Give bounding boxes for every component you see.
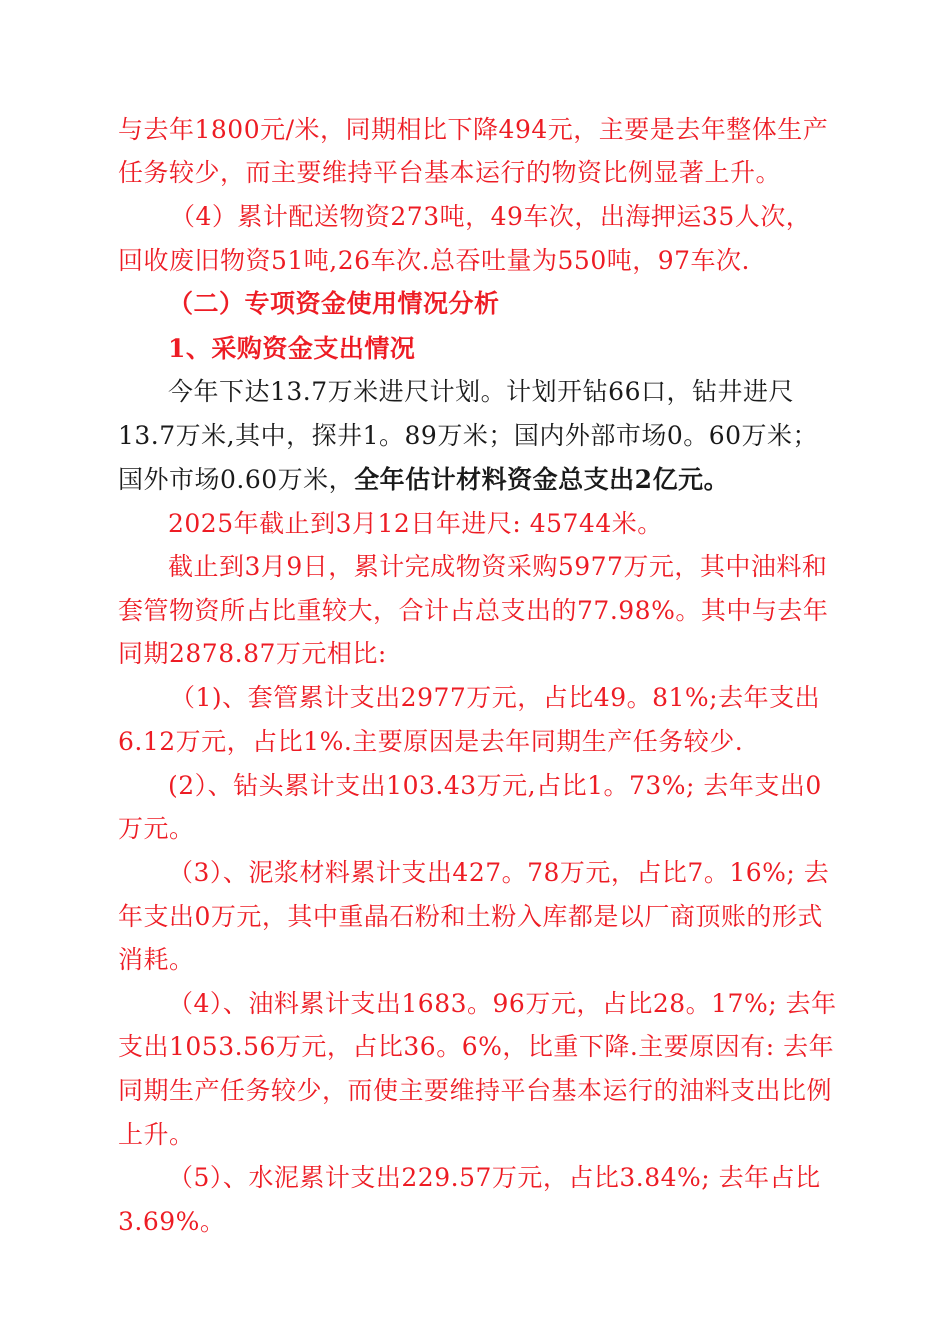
text-span: 同期2878.87万元相比:: [118, 639, 387, 668]
text-span: （1)、套管累计支出2977万元，占比49。81%;去年支出: [170, 683, 821, 712]
text-line: [168, 1162, 950, 1194]
text-span: 年支出0万元，其中重晶石粉和土粉入库都是以厂商顶账的形式: [118, 902, 823, 931]
text-line: [168, 857, 950, 889]
text-span: 回收废旧物资51吨,26车次.总吞吐量为550吨，97车次.: [118, 246, 750, 275]
text-span: （3）、泥浆材料累计支出427。78万元，占比7。16%; 去: [168, 858, 830, 887]
text-line: [118, 114, 950, 146]
text-span: 3.69%。: [118, 1207, 226, 1236]
subsection-heading-text: 1、采购资金支出情况: [168, 334, 416, 363]
section-heading: [168, 288, 950, 320]
text-line: [168, 988, 950, 1020]
text-line: [118, 1031, 950, 1063]
text-span: （4）累计配送物资273吨，49车次，出海押运35人次，: [170, 202, 812, 231]
text-line: [168, 551, 950, 583]
text-span: 13.7万米,其中，探井1。89万米；国内外部市场0。60万米；: [118, 421, 819, 450]
text-span: 6.12万元，占比1%.主要原因是去年同期生产任务较少.: [118, 727, 744, 756]
text-line: [118, 1075, 950, 1107]
text-span: (2）、钻头累计支出103.43万元,占比1。73%; 去年支出0: [168, 771, 822, 800]
text-span: 同期生产任务较少，而使主要维持平台基本运行的油料支出比例: [118, 1076, 833, 1105]
text-line: [118, 944, 950, 976]
text-span: 与去年1800元/米，同期相比下降494元，主要是去年整体生产: [118, 115, 829, 144]
text-line: [170, 201, 950, 233]
text-line: [118, 638, 950, 670]
text-line: [118, 901, 950, 933]
text-span: 截止到3月9日，累计完成物资采购5977万元，其中油料和: [168, 552, 828, 581]
text-span: 上升。: [118, 1120, 195, 1149]
text-line: [170, 682, 950, 714]
subsection-heading: [168, 333, 950, 365]
text-span: 套管物资所占比重较大，合计占总支出的77.98%。其中与去年: [118, 596, 829, 625]
text-span: 支出1053.56万元，占比36。6%，比重下降.主要原因有: 去年: [118, 1032, 835, 1061]
text-span: 今年下达13.7万米进尺计划。计划开钻66口，钻井进尺: [168, 377, 794, 406]
text-line: [118, 1206, 950, 1238]
text-span: 万元。: [118, 814, 195, 843]
text-line: [168, 508, 950, 540]
text-line: [118, 464, 950, 496]
text-span: 2025年截止到3月12日年进尺: 45744米。: [168, 509, 663, 538]
text-line: [168, 770, 950, 802]
text-line: [118, 726, 950, 758]
text-span: 任务较少，而主要维持平台基本运行的物资比例显著上升。: [118, 158, 782, 187]
text-span: （5）、水泥累计支出229.57万元，占比3.84%; 去年占比: [168, 1163, 821, 1192]
section-heading-text: （二）专项资金使用情况分析: [168, 289, 500, 318]
text-span: （4）、油料累计支出1683。96万元，占比28。17%; 去年: [168, 989, 837, 1018]
text-span: 国外市场0.60万米，: [118, 465, 355, 494]
text-span: 消耗。: [118, 945, 195, 974]
total-expenditure-statement: 全年估计材料资金总支出2亿元。: [354, 465, 730, 494]
text-line: [118, 157, 950, 189]
text-line: [118, 245, 950, 277]
text-line: [168, 376, 950, 408]
text-line: [118, 420, 950, 452]
text-line: [118, 595, 950, 627]
text-line: [118, 813, 950, 845]
text-line: [118, 1119, 950, 1151]
